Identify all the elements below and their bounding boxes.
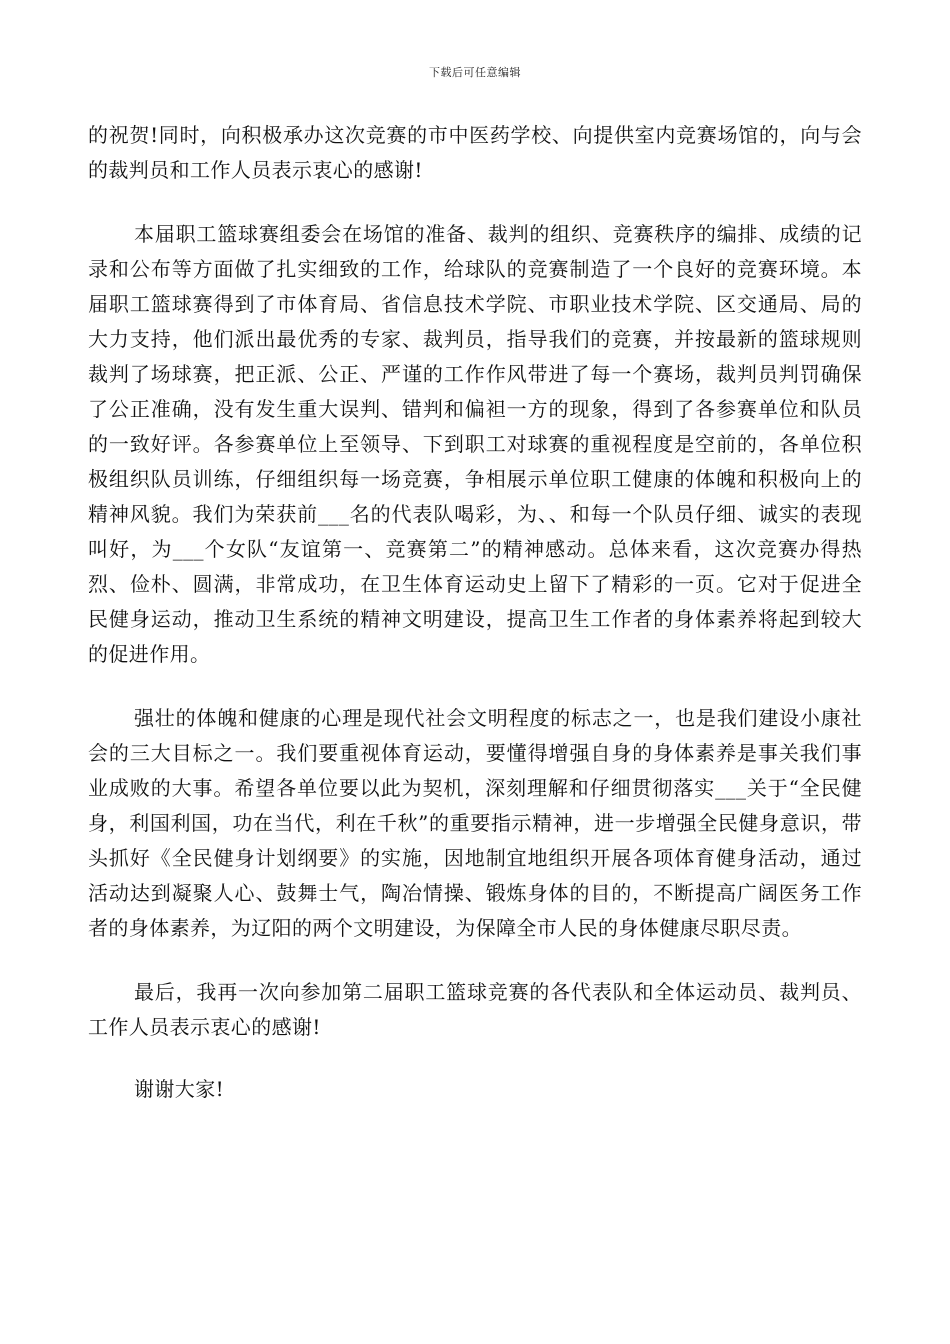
paragraph-fitness-goals: 强壮的体魄和健康的心理是现代社会文明程度的标志之一，也是我们建设小康社会的三大目标之一。我们要重视体育运动，要懂得增强自身的身体素养是事关我们事业成败的大事。希望各单位要以此为契机，深刻理解和仔细贯彻落实___关于“全民健身，利国利国，功在当代，利在千秋”的重要指示精神，进一步增强全民健身意识，带头抓好《全民健身计划纲要》的实施，因地制宜地组织开展各项体育健身活动，通过活动达到凝聚人心、鼓舞士气，陶冶情操、锻炼身体的目的，不断提高广阔医务工作者的身体素养，为辽阳的两个文明建设，为保障全市人民的身体健康尽职尽责。 xyxy=(88,706,862,940)
paragraph-committee-work: 本届职工篮球赛组委会在场馆的准备、裁判的组织、竞赛秩序的编排、成绩的记录和公布等方面做了扎实细致的工作，给球队的竞赛制造了一个良好的竞赛环境。本届职工篮球赛得到了市体育局、省信息技术学院、市职业技术学院、区交通局、局的大力支持，他们派出最优秀的专家、裁判员，指导我们的竞赛，并按最新的篮球规则裁判了场球赛，把正派、公正、严谨的工作作风带进了每一个赛场，裁判员判罚确保了公正准确，没有发生重大误判、错判和偏袒一方的现象，得到了各参赛单位和队员的一致好评。各参赛单位上至领导、下到职工对球赛的重视程度是空前的，各单位积极组织队员训练，仔细组织每一场竞赛，争相展示单位职工健康的体魄和积极向上的精神风貌。我们为荣获前___名的代表队喝彩，为、、和每一个队员仔细、诚实的表现叫好，为___个女队“友谊第一、竞赛第二”的精神感动。总体来看，这次竞赛办得热烈、俭朴、圆满，非常成功，在卫生体育运动史上留下了精彩的一页。它对于促进全民健身运动，推动卫生系统的精神文明建设，提高卫生工作者的身体素养将起到较大的促进作用。 xyxy=(88,222,862,666)
document-body xyxy=(88,118,862,1107)
paragraph-closing: 谢谢大家! xyxy=(134,1077,225,1101)
paragraph-final-thanks: 最后，我再一次向参加第二届职工篮球竞赛的各代表队和全体运动员、裁判员、工作人员表示衷心的感谢! xyxy=(88,980,862,1039)
paragraph-congratulations: 的祝贺!同时，向积极承办这次竞赛的市中医药学校、向提供室内竞赛场馆的，向与会的裁判员和工作人员表示衷心的感谢! xyxy=(88,123,862,182)
page-header: 下载后可任意编辑 xyxy=(429,66,521,79)
